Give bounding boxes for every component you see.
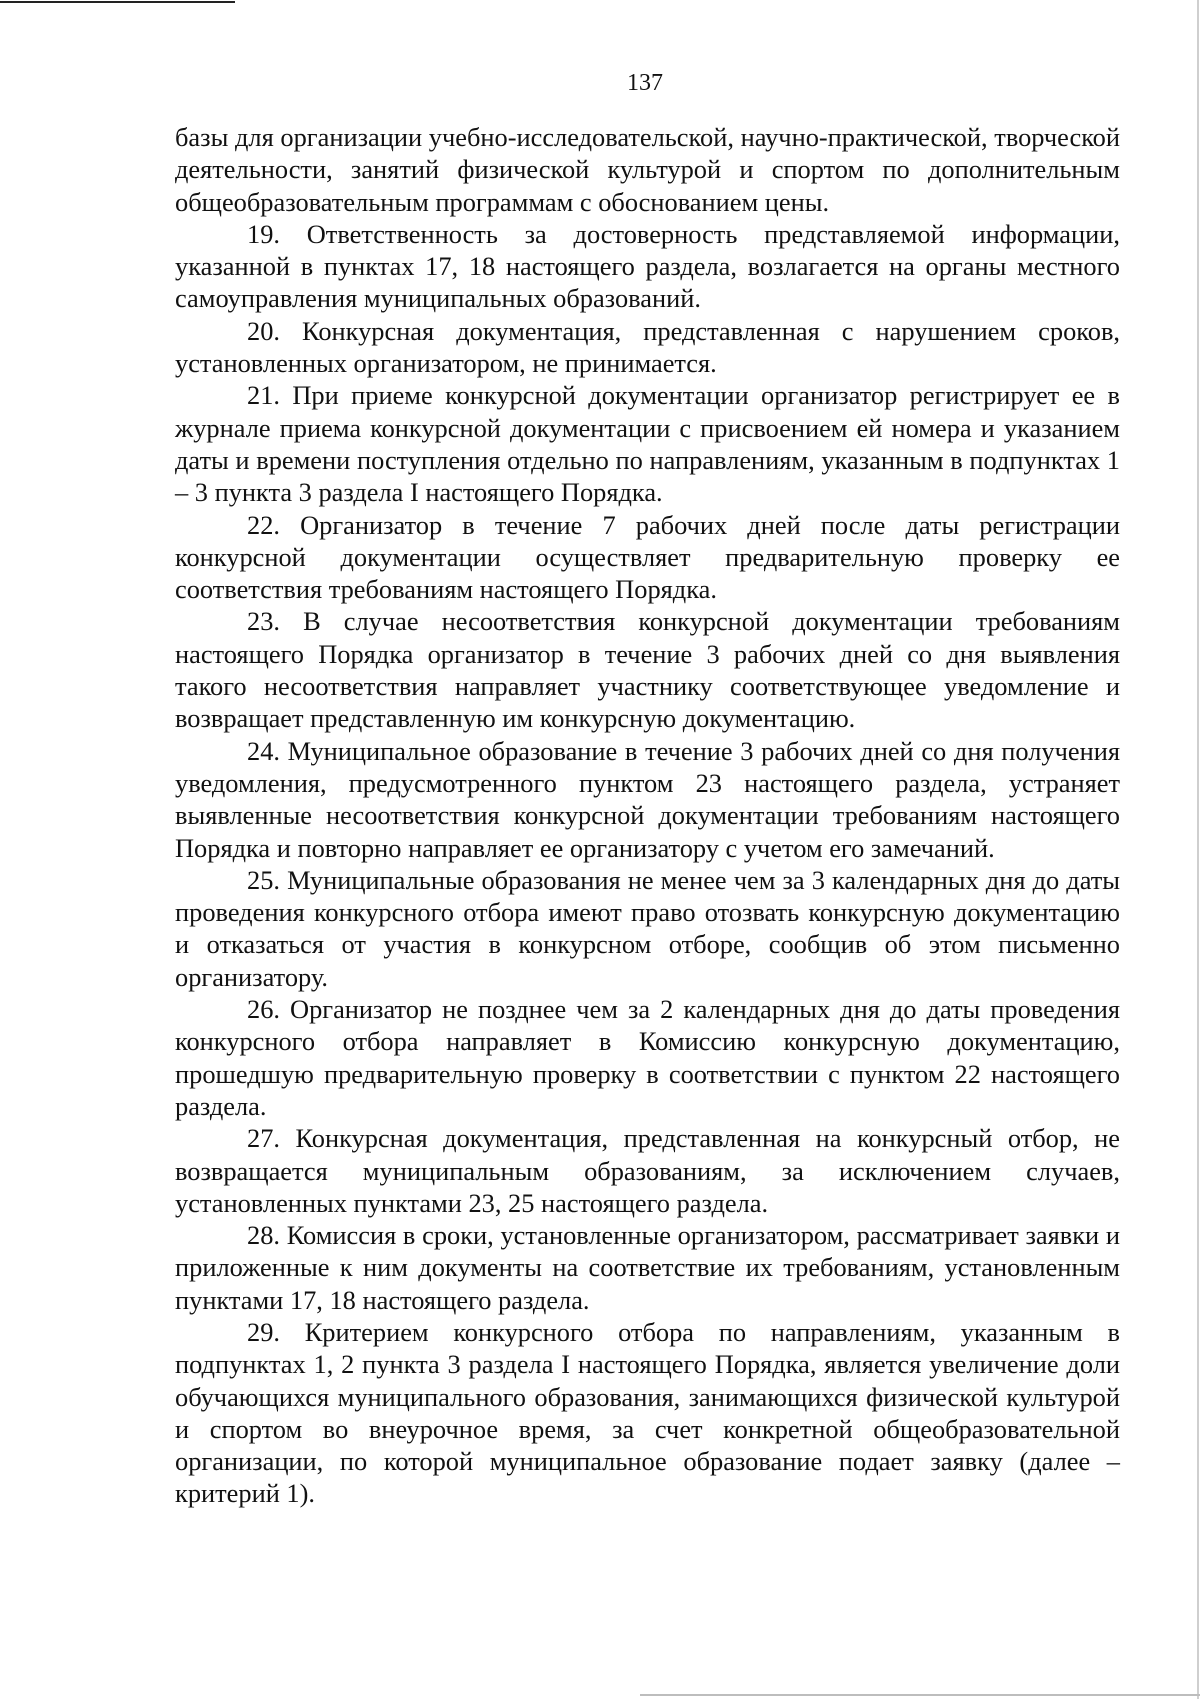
paragraph-27: 27. Конкурсная документация, представленная на конкурсный отбор, не возвращается муниципальным образованиям, за исключением случаев, установленных пунктами 23, 25 настоящего раздела. bbox=[175, 1123, 1120, 1218]
paragraph-continuation: базы для организации учебно-исследовательской, научно-практической, творческой деятельности, занятий физической культурой и спортом по дополнительным общеобразовательным программам с обоснованием цены. bbox=[175, 122, 1120, 217]
page-number: 137 bbox=[627, 70, 663, 96]
paragraph-25: 25. Муниципальные образования не менее чем за 3 календарных дня до даты проведения конкурсного отбора имеют право отозвать конкурсную документацию и отказаться от участия в конкурсном отборе, сообщив об этом письменно организатору. bbox=[175, 864, 1120, 992]
document-body bbox=[175, 121, 1120, 1510]
paragraph-21: 21. При приеме конкурсной документации организатор регистрирует ее в журнале приема конкурсной документации с присвоением ей номера и указанием даты и времени поступления отдельно по направлениям, указанным в подпунктах 1 – 3 пункта 3 раздела I настоящего Порядка. bbox=[175, 380, 1120, 508]
paragraph-23: 23. В случае несоответствия конкурсной документации требованиям настоящего Порядка организатор в течение 3 рабочих дней со дня выявления такого несоответствия направляет участнику соответствующее уведомление и возвращает представленную им конкурсную документацию. bbox=[175, 606, 1120, 734]
paragraph-19: 19. Ответственность за достоверность представляемой информации, указанной в пунктах 17, 18 настоящего раздела, возлагается на органы местного самоуправления муниципальных образований. bbox=[175, 218, 1120, 314]
paragraph-26: 26. Организатор не позднее чем за 2 календарных дня до даты проведения конкурсного отбора направляет в Комиссию конкурсную документацию, прошедшую предварительную проверку в соответствии с пунктом 22 настоящего раздела. bbox=[175, 994, 1120, 1121]
paragraph-29: 29. Критерием конкурсного отбора по направлениям, указанным в подпунктах 1, 2 пункта 3 раздела I настоящего Порядка, является увеличение доли обучающихся муниципального образования, занимающихся физической культурой и спортом во внеурочное время, за счет конкретной общеобразовательной организации, по которой муниципальное образование подает заявку (далее – критерий 1). bbox=[175, 1316, 1120, 1509]
paragraph-22: 22. Организатор в течение 7 рабочих дней после даты регистрации конкурсной документации осуществляет предварительную проверку ее соответствия требованиям настоящего Порядка. bbox=[175, 509, 1120, 605]
scan-edge-line bbox=[640, 1694, 1200, 1696]
scan-edge-line bbox=[0, 1, 235, 3]
paragraph-24: 24. Муниципальное образование в течение 3 рабочих дней со дня получения уведомления, предусмотренного пунктом 23 настоящего раздела, устраняет выявленные несоответствия конкурсной документации требованиям настоящего Порядка и повторно направляет ее организатору с учетом его замечаний. bbox=[175, 735, 1120, 863]
scan-edge-line bbox=[1197, 0, 1199, 1699]
paragraph-20: 20. Конкурсная документация, представленная с нарушением сроков, установленных организатором, не принимается. bbox=[175, 315, 1120, 379]
paragraph-28: 28. Комиссия в сроки, установленные организатором, рассматривает заявки и приложенные к ним документы на соответствие их требованиям, установленным пунктами 17, 18 настоящего раздела. bbox=[175, 1220, 1120, 1315]
